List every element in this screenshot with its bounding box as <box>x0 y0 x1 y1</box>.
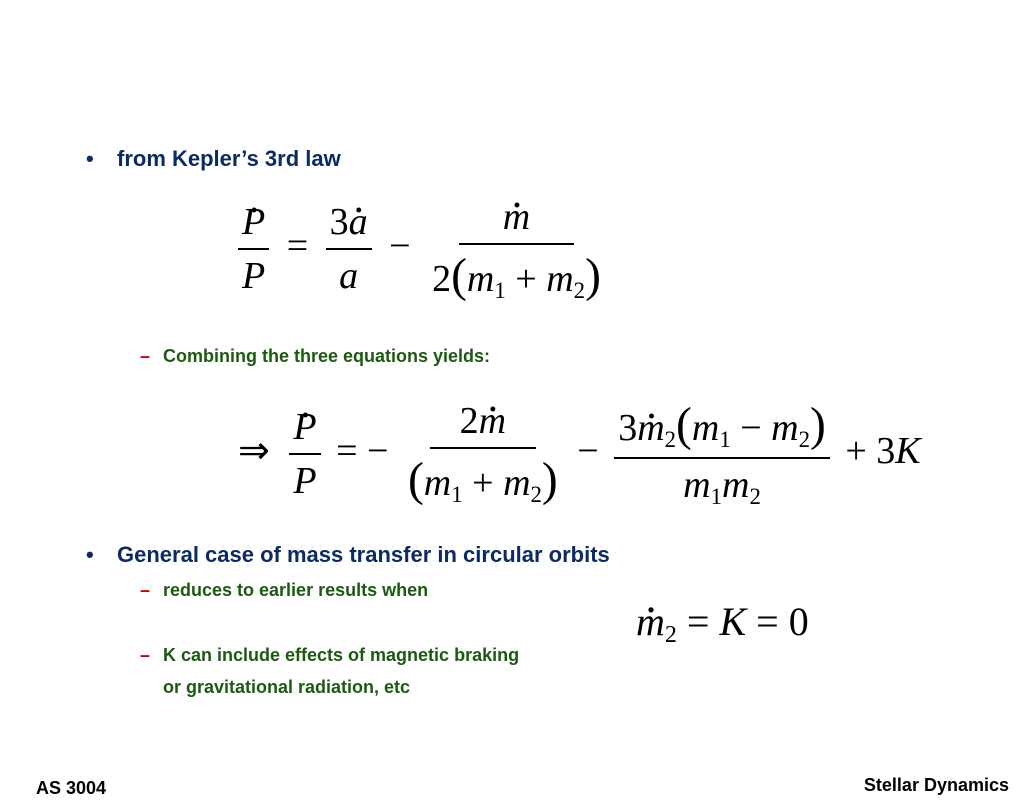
bullet-marker: • <box>86 146 94 171</box>
dash-marker: – <box>140 645 151 665</box>
bullet-kepler-text: from Kepler’s 3rd law <box>117 146 341 171</box>
subbullet-reduces-text: reduces to earlier results when <box>163 580 429 600</box>
fraction-2mdot: $\frac{2m .}{(m_1 + m_2)}$ <box>404 399 562 508</box>
subbullet-k-line2: or gravitational radiation, etc <box>163 677 411 697</box>
dash-marker: – <box>140 346 151 366</box>
subbullet-combining-text: Combining the three equations yields: <box>163 346 491 366</box>
dash-marker: – <box>140 580 151 600</box>
bullet-kepler <box>86 146 94 172</box>
footer-title: Stellar Dynamics <box>863 775 1009 795</box>
equation-limit: m $._2 = K = 0$ <box>636 598 809 649</box>
equation-kepler: $\frac{P .}{P}$ = $\frac{3a .}{a}$ − $\frac{m .}{2(m_1 + m_2)}$ <box>238 195 605 304</box>
subbullet-k <box>140 645 150 666</box>
fraction-pdot-over-p-2: $\frac{P .}{P}$ <box>289 405 320 503</box>
subbullet-combining <box>140 346 150 367</box>
equation-combined: ⇒ $\frac{P .}{P}$ = − $\frac{2m .}{(m_1 + m_2)}$ − $\frac{3m ._2(m_1 - m_2)}{m_1m_2}$ + 3K <box>238 398 921 510</box>
subbullet-k-line1: K can include effects of magnetic braking <box>163 645 520 665</box>
footer-course-code: AS 3004 <box>36 778 107 798</box>
bullet-general <box>86 542 94 568</box>
fraction-pdot-over-p: $\frac{P .}{P}$ <box>238 200 269 298</box>
fraction-3adot-over-a: $\frac{3a .}{a}$ <box>326 200 372 298</box>
fraction-mdot-over-mass: $\frac{m .}{2(m_1 + m_2)}$ <box>428 195 605 304</box>
fraction-3m2dot: $\frac{3m ._2(m_1 - m_2)}{m_1m_2}$ <box>614 398 830 510</box>
subbullet-reduces <box>140 580 150 601</box>
bullet-marker: • <box>86 542 94 567</box>
bullet-general-text: General case of mass transfer in circular orbits <box>117 542 610 567</box>
